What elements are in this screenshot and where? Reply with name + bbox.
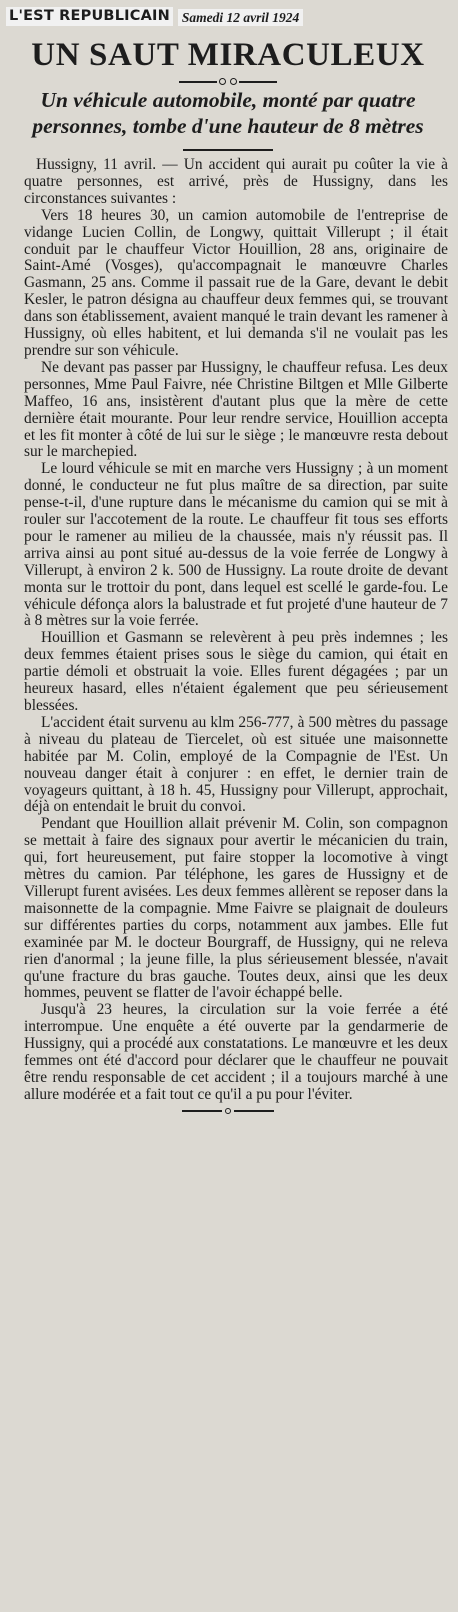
paragraph: Le lourd véhicule se mit en marche vers Hussigny ; à un moment donné, le conducteur ne fut plus maître de sa direction, par suite pense-t-il, d'une rupture dans le mécanisme du camion qui se mit à rouler sur l'accotement de la route. Le chauffeur fit tous ses efforts pour le ramener au milieu de la chaussée, mais n'y réussit pas. Il arriva ainsi au pont situé au-dessus de la voie ferrée de Longwy à Villerupt, à environ 2 k. 500 de Hussigny. La route droite de devant monta sur le trottoir du pont, dans lequel est scellé le garde-fou. Le véhicule défonça alors la balustrade et fut projeté d'une hauteur de 7 à 8 mètres sur la voie ferrée. — [24, 460, 448, 630]
article-subheadline: Un véhicule automobile, monté par quatre personnes, tombe d'une hauteur de 8 mètres — [32, 88, 424, 138]
paragraph: Jusqu'à 23 heures, la circulation sur la voie ferrée a été interrompue. Une enquête a été ouverte par la gendarmerie de Hussigny, qui a procédé aux constatations. Le manœuvre et les deux femmes ont été d'accord pour déclarer que le chauffeur ne pouvait être rendu responsable de cet accident ; il a toujours marché à une allure modérée et a fait tout ce qu'il a pu pour l'éviter. — [24, 1001, 448, 1103]
divider-rule — [6, 149, 450, 151]
paragraph: L'accident était survenu au klm 256-777, à 500 mètres du passage à niveau du plateau de Tiercelet, où est située une maisonnette habitée par M. Colin, employé de la Compagnie de l'Est. Un nouveau danger était à conjurer : en effet, le dernier train de voyageurs quittant, à 18 h. 45, Hussigny pour Villerupt, approchait, déjà on entendait le bruit du convoi. — [24, 713, 448, 816]
paragraph: Houillion et Gasmann se relevèrent à peu près indemnes ; les deux femmes étaient prises sous le siège du camion, qui était en partie démoli et obstruait la voie. Elles furent dégagées ; par un heureux hasard, elles n'étaient également que peu sérieusement blessées. — [24, 629, 448, 714]
paragraph: Pendant que Houillion allait prévenir M. Colin, son compagnon se mettait à faire des signaux pour avertir le mécanicien du train, qui, fort heureusement, put faire stopper la locomotive à vingt mètres du camion. Par téléphone, les gares de Hussigny et de Villerupt furent avisées. Les deux femmes allèrent se reposer dans la maisonnette de la compagnie. Mme Faivre se plaignait de douleurs sur différentes parties du corps, notamment aux jambes. Elle fut examinée par M. le docteur Bourgraff, de Hussigny, qui ne releva rien d'anormal ; la jeune fille, la plus sérieusement blessée, n'avait qu'une fracture du bras gauche. Toutes deux, ainsi que les deux hommes, peuvent se flatter de l'avoir échappé belle. — [24, 815, 448, 1002]
masthead — [6, 4, 450, 26]
end-ornament — [6, 1108, 450, 1114]
article-headline: UN SAUT MIRACULEUX — [31, 37, 425, 73]
ornament-divider — [6, 78, 450, 85]
paragraph: Vers 18 heures 30, un camion automobile de l'entreprise de vidange Lucien Collin, de Longwy, quittait Villerupt ; il était conduit par le chauffeur Victor Houillion, 28 ans, originaire de Saint-Amé (Vosges), qu'accompagnait le manœuvre Charles Gasmann, 25 ans. Comme il passait rue de la Gare, devant le debit Kesler, le patron désigna au chauffeur deux femmes qui, se trouvant dans son établissement, avaient manqué le train devant les ramener à Hussigny, où elles habitent, et lui demanda s'il ne voulait pas les prendre sur son véhicule. — [24, 206, 448, 359]
paragraph: Hussigny, 11 avril. — Un accident qui aurait pu coûter la vie à quatre personnes, est arrivé, près de Hussigny, dans les circonstances suivantes : — [24, 156, 448, 207]
paragraph: Ne devant pas passer par Hussigny, le chauffeur refusa. Les deux personnes, Mme Paul Faivre, née Christine Biltgen et Mlle Gilberte Maffeo, 16 ans, insistèrent d'autant plus que la mère de cette dernière était mourante. Pour leur rendre service, Houillion accepta et les fit monter à côté de lui sur le siège ; le manœuvre resta debout sur le marchepied. — [24, 358, 448, 461]
newspaper-name: L'EST REPUBLICAIN — [6, 7, 173, 26]
publication-date: Samedi 12 avril 1924 — [178, 9, 303, 26]
article-body — [6, 157, 450, 1104]
